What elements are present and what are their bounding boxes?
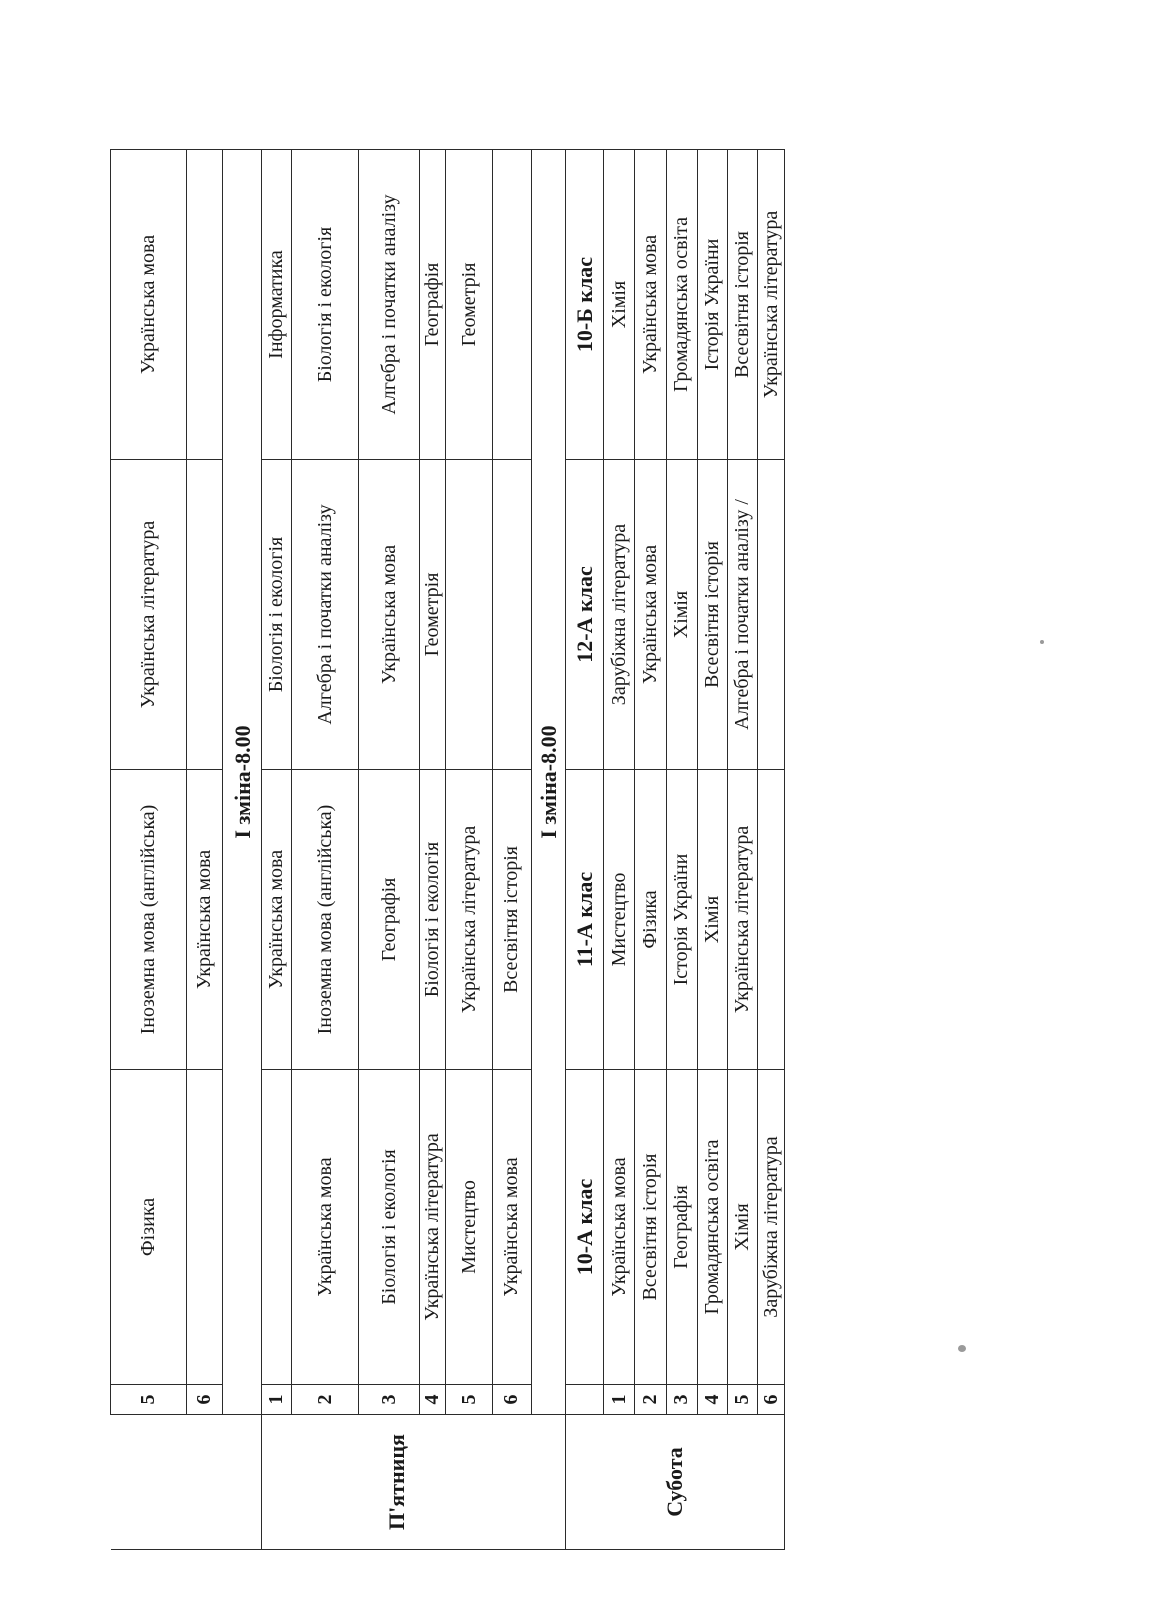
lesson-cell: Іноземна мова (англійська) [292,770,359,1070]
lesson-cell: Хімія [667,460,697,770]
table-row [728,150,758,1550]
lesson-cell: Всесвітня історія [634,1070,666,1385]
table-row [420,150,446,1550]
lesson-cell: Алгебра і початки аналізу [292,460,359,770]
lesson-number: 1 [261,1385,291,1415]
day-cell-empty [223,1415,262,1550]
lesson-cell: Всесвітня історія [697,460,727,770]
lesson-cell: Українська мова [359,460,420,770]
lesson-cell: Алгебра і початки аналізу / [728,460,758,770]
table-row [446,150,493,1550]
lesson-cell: Українська мова [292,1070,359,1385]
table-row [187,150,223,1550]
table-row [697,150,727,1550]
lesson-cell: Українська мова [187,770,223,1070]
lesson-number: 6 [758,1385,785,1415]
lesson-cell: Громадянська освіта [697,1070,727,1385]
class-header: 10-Б клас [565,150,604,460]
lesson-cell: Біологія і екологія [261,460,291,770]
lesson-number: 2 [634,1385,666,1415]
day-cell-empty [111,1415,187,1550]
day-label-saturday: Субота [565,1415,784,1550]
schedule-sheet [110,150,785,1550]
lesson-cell [261,1070,291,1385]
table-row [493,150,532,1550]
lesson-cell: Українська література [420,1070,446,1385]
lesson-cell: Інформатика [261,150,291,460]
lesson-cell: Географія [420,150,446,460]
lesson-cell: Біологія і екологія [420,770,446,1070]
lesson-cell: Геометрія [446,150,493,460]
table-row [758,150,785,1550]
lesson-number: 5 [446,1385,493,1415]
lesson-cell: Хімія [728,1070,758,1385]
lesson-number: 3 [667,1385,697,1415]
day-label-friday: П'ятниця [261,1415,531,1550]
lesson-cell: Українська література [111,460,187,770]
lesson-cell [187,460,223,770]
table-row [261,150,291,1550]
shift-row [531,150,565,1550]
lesson-cell: Українська література [728,770,758,1070]
lesson-cell: Українська мова [604,1070,634,1385]
lesson-cell: Українська мова [111,150,187,460]
lesson-cell: Хімія [604,150,634,460]
lesson-cell: Мистецтво [446,1070,493,1385]
lesson-cell: Геометрія [420,460,446,770]
lesson-cell: Географія [359,770,420,1070]
lesson-cell: Українська мова [261,770,291,1070]
lesson-cell: Громадянська освіта [667,150,697,460]
lesson-number: 5 [111,1385,187,1415]
lesson-cell [493,150,532,460]
scan-speck [958,1345,966,1352]
lesson-cell: Фізика [634,770,666,1070]
lesson-number: 4 [420,1385,446,1415]
schedule-table [110,149,785,1550]
lesson-cell: Іноземна мова (англійська) [111,770,187,1070]
scan-speck [1040,640,1044,644]
lesson-number: 3 [359,1385,420,1415]
lesson-number: 6 [493,1385,532,1415]
table-row [111,150,187,1550]
table-row [667,150,697,1550]
lesson-cell [493,460,532,770]
lesson-cell: Хімія [697,770,727,1070]
lesson-cell: Географія [667,1070,697,1385]
lesson-cell: Історія України [667,770,697,1070]
lesson-cell: Українська література [758,150,785,460]
lesson-number: 4 [697,1385,727,1415]
lesson-number: 2 [292,1385,359,1415]
lesson-cell: Всесвітня історія [728,150,758,460]
class-header: 10-А клас [565,1070,604,1385]
lesson-cell [758,460,785,770]
shift-header: І зміна-8.00 [223,150,262,1415]
lesson-cell: Історія України [697,150,727,460]
lesson-cell [187,1070,223,1385]
lesson-cell: Всесвітня історія [493,770,532,1070]
lesson-cell: Фізика [111,1070,187,1385]
lesson-number: 5 [728,1385,758,1415]
lesson-cell: Мистецтво [604,770,634,1070]
lesson-cell [758,770,785,1070]
lesson-cell [446,460,493,770]
header-row [565,150,604,1550]
shift-row [223,150,262,1550]
lesson-cell [187,150,223,460]
lesson-cell: Українська мова [634,460,666,770]
lesson-number: 6 [187,1385,223,1415]
day-cell-empty [531,1415,565,1550]
lesson-cell: Українська мова [634,150,666,460]
table-row [292,150,359,1550]
lesson-number: 1 [604,1385,634,1415]
class-header: 12-А клас [565,460,604,770]
lesson-cell: Біологія і екологія [292,150,359,460]
header-number-empty [565,1385,604,1415]
lesson-cell: Біологія і екологія [359,1070,420,1385]
lesson-cell: Алгебра і початки аналізу [359,150,420,460]
shift-header: І зміна-8.00 [531,150,565,1415]
lesson-cell: Зарубіжна література [758,1070,785,1385]
table-row [634,150,666,1550]
lesson-cell: Українська мова [493,1070,532,1385]
lesson-cell: Зарубіжна література [604,460,634,770]
table-row [359,150,420,1550]
day-cell-empty [187,1415,223,1550]
lesson-cell: Українська література [446,770,493,1070]
class-header: 11-А клас [565,770,604,1070]
table-row [604,150,634,1550]
